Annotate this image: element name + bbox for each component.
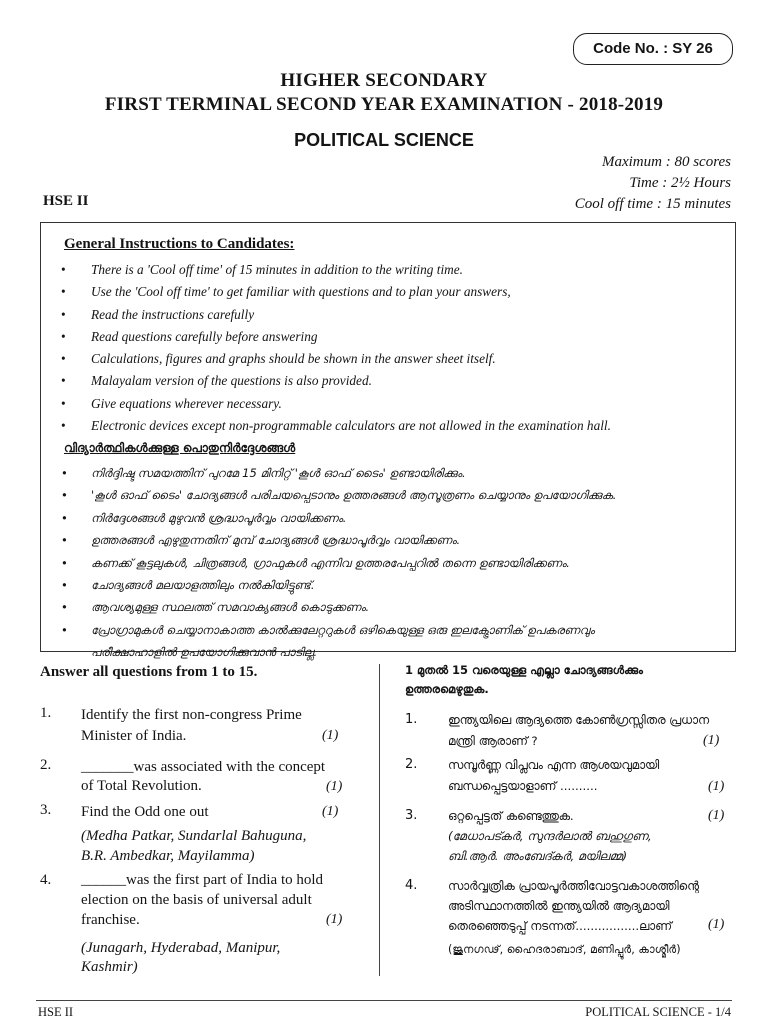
question-4-line: franchise. <box>81 912 140 928</box>
question-mark: (1) <box>322 804 339 819</box>
question-number: 2. <box>40 757 52 773</box>
question-mark: (1) <box>326 779 343 794</box>
malayalam-question-3-line: ഒറ്റപ്പെട്ടത് കണ്ടെത്തുക. <box>448 809 574 823</box>
instruction-item: • Read the instructions carefully <box>60 307 720 329</box>
max-score: Maximum : 80 scores <box>601 154 731 170</box>
question-mark: (1) <box>708 779 725 794</box>
malayalam-instruction-item: • നിർദ്ദേശങ്ങൾ മുഴുവൻ ശ്രദ്ധാപൂർവ്വം വായിക്കണം. <box>60 511 720 533</box>
subject-title: POLITICAL SCIENCE <box>294 130 474 150</box>
malayalam-instruction-item: • 'കൂൾ ഓഫ് ടൈം' ചോദ്യങ്ങൾ പരിചയപ്പെടാനും ഉത്തരങ്ങൾ ആസൂത്രണം ചെയ്യാനും ഉപയോഗിക്കുക. <box>60 488 720 510</box>
instruction-item: • Calculations, figures and graphs should be shown in the answer sheet itself. <box>60 351 720 373</box>
column-divider <box>379 664 380 976</box>
question-number: 1. <box>405 712 418 727</box>
code-number-badge: Code No. : SY 26 <box>573 33 733 65</box>
malayalam-instruction-item: • കണക്ക് കൂട്ടലുകൾ, ചിത്രങ്ങൾ, ഗ്രാഫുകൾ എന്നിവ ഉത്തരപേപ്പറിൽ തന്നെ ഉണ്ടായിരിക്കണം. <box>60 556 720 578</box>
malayalam-question-1-line: ഇന്ത്യയിലെ ആദ്യത്തെ കോൺഗ്രസ്സിതര പ്രധാന <box>448 713 709 727</box>
malayalam-instruction-item: • നിർദ്ദിഷ്ട സമയത്തിന് പുറമേ 15 മിനിറ്റ് 'കൂൾ ഓഫ് ടൈം' ഉണ്ടായിരിക്കും. <box>60 466 720 488</box>
malayalam-instruction-item: • ആവശ്യമുള്ള സ്ഥലത്ത് സമവാക്യങ്ങൾ കൊടുക്കണം. <box>60 600 720 622</box>
instruction-item: • Malayalam version of the questions is also provided. <box>60 373 720 395</box>
malayalam-question-4-line: അടിസ്ഥാനത്തിൽ ഇന്ത്യയിൽ ആദ്യമായി <box>448 899 670 913</box>
instruction-item: • Read questions carefully before answering <box>60 329 720 351</box>
question-mark: (1) <box>322 728 339 743</box>
english-section-heading: Answer all questions from 1 to 15. <box>40 664 258 680</box>
question-number: 2. <box>405 757 418 772</box>
question-number: 4. <box>405 878 418 893</box>
time-allowed: Time : 2½ Hours <box>629 175 731 191</box>
malayalam-question-3-options: ബി.ആർ. അംബേദ്കർ, മയിലമ്മ) <box>448 849 628 863</box>
malayalam-question-4-line: തെരഞ്ഞെടുപ്പ് നടന്നത്.................ലാണ് <box>448 919 672 933</box>
malayalam-question-3-options: (മേധാപട്കർ, സുന്ദർലാൽ ബഹുഗുണ, <box>448 829 652 843</box>
question-mark: (1) <box>708 808 725 823</box>
question-3-options: (Medha Patkar, Sundarlal Bahuguna, <box>81 828 307 844</box>
malayalam-heading-line: 1 മുതൽ 15 വരെയുള്ള എല്ലാ ചോദ്യങ്ങൾക്കും <box>405 663 643 677</box>
question-mark: (1) <box>326 912 343 927</box>
malayalam-section-heading <box>405 661 725 699</box>
exam-title: FIRST TERMINAL SECOND YEAR EXAMINATION - 2018-2019 <box>104 94 664 115</box>
instruction-item: • Give equations wherever necessary. <box>60 396 720 418</box>
question-4-line: election on the basis of universal adult <box>81 892 312 908</box>
malayalam-instructions-title: വിദ്യാർത്ഥികൾക്കുള്ള പൊതുനിർദ്ദേശങ്ങൾ <box>64 441 296 455</box>
question-1-line: Minister of India. <box>81 728 187 744</box>
malayalam-question-4-line: സാർവ്വത്രിക പ്രായപൂർത്തിവോട്ടവകാശത്തിന്റെ <box>448 879 699 893</box>
question-number: 4. <box>40 872 52 888</box>
malayalam-instruction-item-continued: പരീക്ഷാഹാളിൽ ഉപയോഗിക്കുവാൻ പാടില്ല. <box>91 645 318 660</box>
question-mark: (1) <box>708 917 725 932</box>
question-number: 3. <box>405 808 418 823</box>
malayalam-instruction-item: • പ്രോഗ്രാമുകൾ ചെയ്യാനാകാത്ത കാൽക്കുലേറ്ററുകൾ ഒഴികെയുള്ള ഒരു ഇലക്ട്രോണിക് ഉപകരണവും <box>60 623 720 645</box>
malayalam-question-4-options: (ജുനഗഢ്, ഹൈദരാബാദ്, മണിപ്പൂർ, കാശ്മീർ) <box>448 943 681 956</box>
instruction-item: • Electronic devices except non-programmable calculators are not allowed in the examination hall. <box>60 418 720 440</box>
malayalam-question-2-line: ബന്ധപ്പെട്ടയാളാണ് .......... <box>448 779 598 793</box>
instruction-item: • There is a 'Cool off time' of 15 minutes in addition to the writing time. <box>60 262 720 284</box>
question-4-options: Kashmir) <box>81 959 138 975</box>
question-2-line: of Total Revolution. <box>81 778 202 794</box>
footer-class-label: HSE II <box>38 1005 74 1019</box>
question-mark: (1) <box>703 733 720 748</box>
malayalam-question-1-line: മന്ത്രി ആരാണ് ? <box>448 734 538 748</box>
exam-board-title: HIGHER SECONDARY <box>280 70 488 91</box>
class-label: HSE II <box>43 193 89 209</box>
malayalam-instruction-item: • ചോദ്യങ്ങൾ മലയാളത്തിലും നൽകിയിട്ടുണ്ട്. <box>60 578 720 600</box>
cool-off-time: Cool off time : 15 minutes <box>574 196 731 212</box>
instruction-item: • Use the 'Cool off time' to get familiar with questions and to plan your answers, <box>60 284 720 306</box>
footer-rule <box>36 1000 732 1001</box>
instructions-list <box>60 262 720 440</box>
question-number: 3. <box>40 802 52 818</box>
malayalam-instruction-item: • ഉത്തരങ്ങൾ എഴുതുന്നതിന് മുമ്പ് ചോദ്യങ്ങൾ ശ്രദ്ധാപൂർവ്വം വായിക്കണം. <box>60 533 720 555</box>
malayalam-question-2-line: സമ്പൂർണ്ണ വിപ്ലവം എന്ന ആശയവുമായി <box>448 758 660 772</box>
question-3-options: B.R. Ambedkar, Mayilamma) <box>81 848 255 864</box>
question-4-line: ______was the first part of India to hold <box>81 872 324 888</box>
instructions-title: General Instructions to Candidates: <box>64 236 295 252</box>
malayalam-heading-line: ഉത്തരമെഴുതുക. <box>405 682 489 696</box>
question-2-line: _______was associated with the concept <box>81 759 326 775</box>
malayalam-instructions-list <box>60 466 720 668</box>
footer-page-label: POLITICAL SCIENCE - 1/4 <box>585 1005 731 1019</box>
question-4-options: (Junagarh, Hyderabad, Manipur, <box>81 940 281 956</box>
question-1-line: Identify the first non-congress Prime <box>81 707 302 723</box>
question-number: 1. <box>40 705 52 721</box>
question-3-line: Find the Odd one out <box>81 804 209 820</box>
